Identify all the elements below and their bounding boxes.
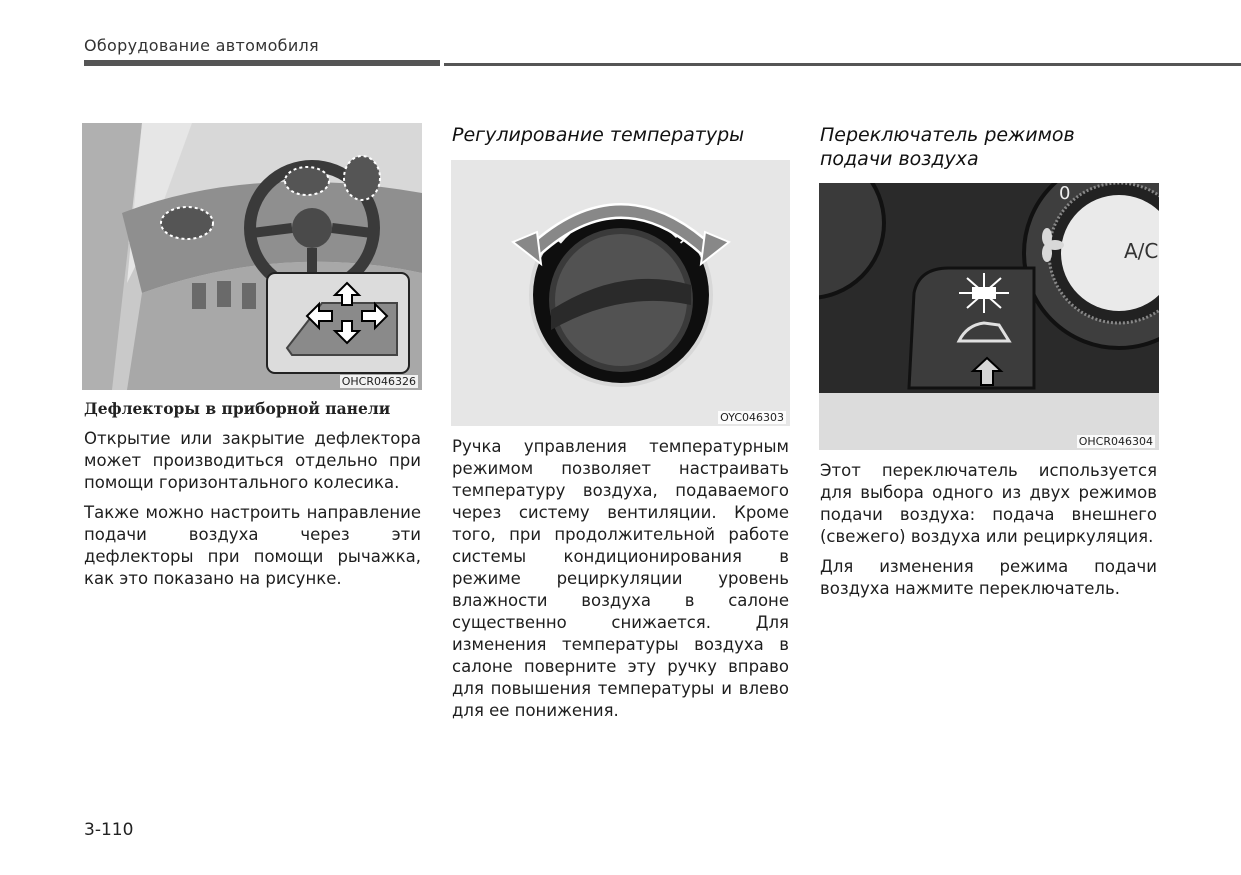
header-rule-thin [444, 63, 1241, 66]
dial-zero-label: 0 [1059, 183, 1071, 204]
right-body-text [820, 460, 1157, 608]
ac-label: A/C [1124, 239, 1159, 263]
figure-caption: Дефлекторы в приборной панели [84, 399, 391, 418]
running-header: Оборудование автомобиля [84, 36, 319, 55]
paragraph: Также можно настроить направление подачи воздуха через эти дефлекторы при помощи рычажка, как это показано на рисунке. [84, 503, 421, 588]
paragraph: Открытие или закрытие дефлектора может производиться отдельно при помощи горизонтального колесика. [84, 429, 421, 492]
header-rule-thick [84, 60, 440, 66]
section-title-temperature: Регулирование температуры [452, 124, 745, 146]
section-title-line: Переключатель режимов [820, 124, 1075, 146]
middle-body-text [452, 436, 789, 730]
section-title-line: подачи воздуха [820, 148, 979, 170]
dashboard-vents-figure [82, 123, 422, 390]
temperature-knob-figure [451, 160, 790, 426]
figure-code: OHCR046304 [1078, 435, 1153, 448]
figure-code: OYC046303 [720, 411, 784, 424]
page-number: 3-110 [84, 820, 134, 840]
figure-code: OHCR046326 [341, 375, 416, 388]
air-mode-switch-figure [819, 183, 1159, 450]
left-body-text [84, 428, 421, 598]
section-title-air-mode [820, 123, 1160, 171]
paragraph: Для изменения режима подачи воздуха нажмите переключатель. [820, 557, 1157, 598]
paragraph: Этот переключатель используется для выбора одного из двух режимов подачи воздуха: подача внешнего (свежего) воздуха или рециркуляция. [820, 461, 1157, 546]
paragraph: Ручка управления температурным режимом позволяет настраивать температуру воздуха, подаваемого через систему вентиляции. Кроме того, при продолжительной работе системы кондиционирования в режиме рециркуляции уровень влажности воздуха в салоне существенно снижается. Для изменения температуры воздуха в салоне поверните эту ручку вправо для повышения температуры и влево для ее понижения. [452, 437, 789, 720]
